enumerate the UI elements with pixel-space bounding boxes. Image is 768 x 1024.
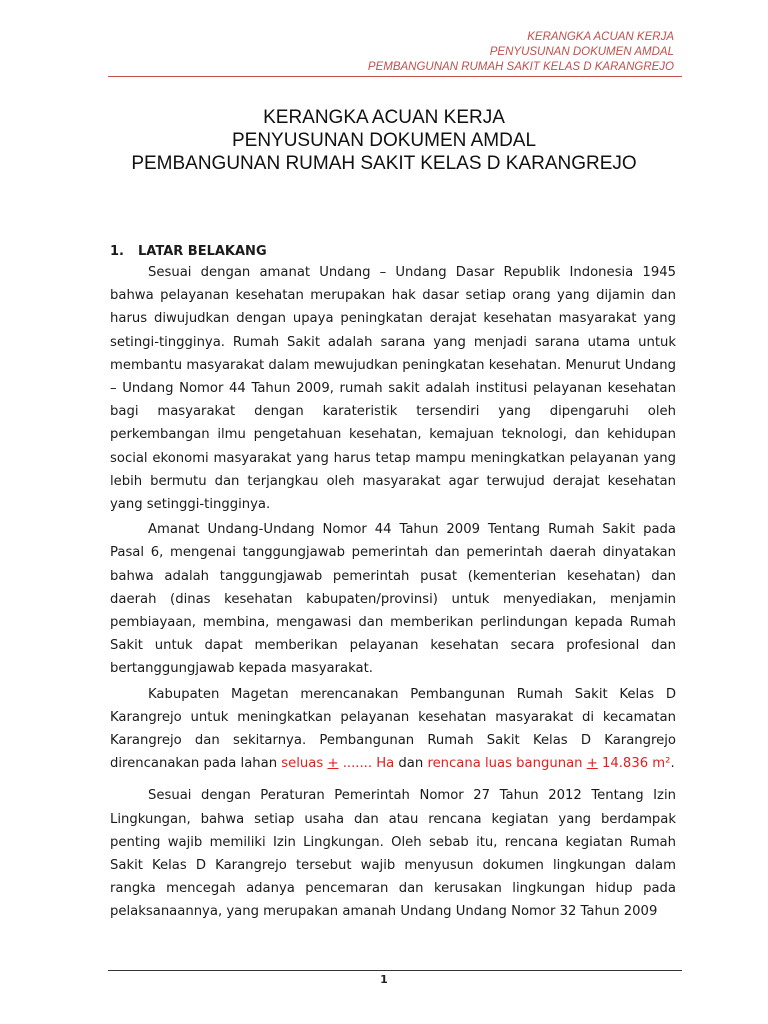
title-line-3: PEMBANGUNAN RUMAH SAKIT KELAS D KARANGREJO [131,153,637,174]
section-heading [110,244,267,259]
building-area-value: 14.836 m² [597,756,671,772]
sentence-end: . [670,756,675,772]
plus-minus-sign: + [586,756,598,772]
title-line-1: KERANGKA ACUAN KERJA [263,107,505,128]
running-header-line-2: PENYUSUNAN DOKUMEN AMDAL [489,46,674,58]
paragraph-4: Sesuai dengan Peraturan Pemerintah Nomor 27 Tahun 2012 Tentang Izin Lingkungan, bahwa setiap usaha dan atau rencana kegiatan yang berdampak penting wajib memiliki Izin Lingkungan. Oleh sebab itu, rencana kegiatan Rumah Sakit Kelas D Karangrejo tersebut wajib menyusun dokumen lingkungan dalam rangka mencegah adanya pencemaran dan kerusakan lingkungan hidup pada pelaksanaannya, yang merupakan amanah Undang Undang Nomor 32 Tahun 2009 [110,788,676,920]
paragraph-1: Sesuai dengan amanat Undang – Undang Dasar Republik Indonesia 1945 bahwa pelayanan kesehatan merupakan hak dasar setiap orang yang dijamin dan harus diwujudkan dengan upaya peningkatan derajat kesehatan masyarakat yang setingi-tingginya. Rumah Sakit adalah sarana yang menjadi sarana utama untuk membantu masyarakat dalam mewujudkan peningkatan kesehatan. Menurut Undang – Undang Nomor 44 Tahun 2009, rumah sakit adalah institusi pelayanan kesehatan bagi masyarakat dengan karateristik tersendiri yang dipengaruhi oleh perkembangan ilmu pengetahuan kesehatan, kemajuan teknologi, dan kehidupan social ekonomi masyarakat yang harus tetap mampu meningkatkan pelayanan yang lebih bermutu dan terjangkau oleh masyarakat agar terwujud derajat kesehatan yang setinggi-tingginya. [110,265,676,513]
section-title: LATAR BELAKANG [138,244,267,259]
page-number: 1 [380,973,388,986]
section-number: 1. [110,244,124,259]
title-line-2: PENYUSUNAN DOKUMEN AMDAL [231,130,537,151]
paragraph-3 [110,683,676,776]
building-area-label: rencana luas bangunan [427,756,587,772]
paragraph-3-text: Kabupaten Magetan merencanakan Pembangunan Rumah Sakit Kelas D Karangrejo untuk meningkatkan pelayanan kesehatan masyarakat di kecamatan Karangrejo dan sekitarnya. Pembangunan Rumah Sakit Kelas D Karangrejo direncanakan pada lahan [110,686,676,772]
plus-minus-sign: + [327,756,339,772]
land-area-value: ....... Ha [338,756,395,772]
running-header-line-3: PEMBANGUNAN RUMAH SAKIT KELAS D KARANGREJO [367,61,674,73]
document-title [0,106,768,175]
conjunction-text: dan [394,756,428,772]
paragraph-2: Amanat Undang-Undang Nomor 44 Tahun 2009 Tentang Rumah Sakit pada Pasal 6, mengenai tanggungjawab pemerintah dan pemerintah daerah dinyatakan bahwa adalah tanggungjawab pemerintah pusat (kementerian kesehatan) dan daerah (dinas kesehatan kabupaten/provinsi) untuk menyediakan, menjamin pembiayaan, membina, mengawasi dan memberikan perlindungan kepada Rumah Sakit untuk dapat memberikan pelayanan kesehatan secara profesional dan bertanggungjawab kepada masyarakat. [110,522,676,677]
land-area-label: seluas [281,756,328,772]
header-divider [108,76,682,77]
body-text [110,261,676,933]
running-header [368,30,674,75]
running-header-line-1: KERANGKA ACUAN KERJA [527,31,674,43]
footer-divider [108,970,682,971]
